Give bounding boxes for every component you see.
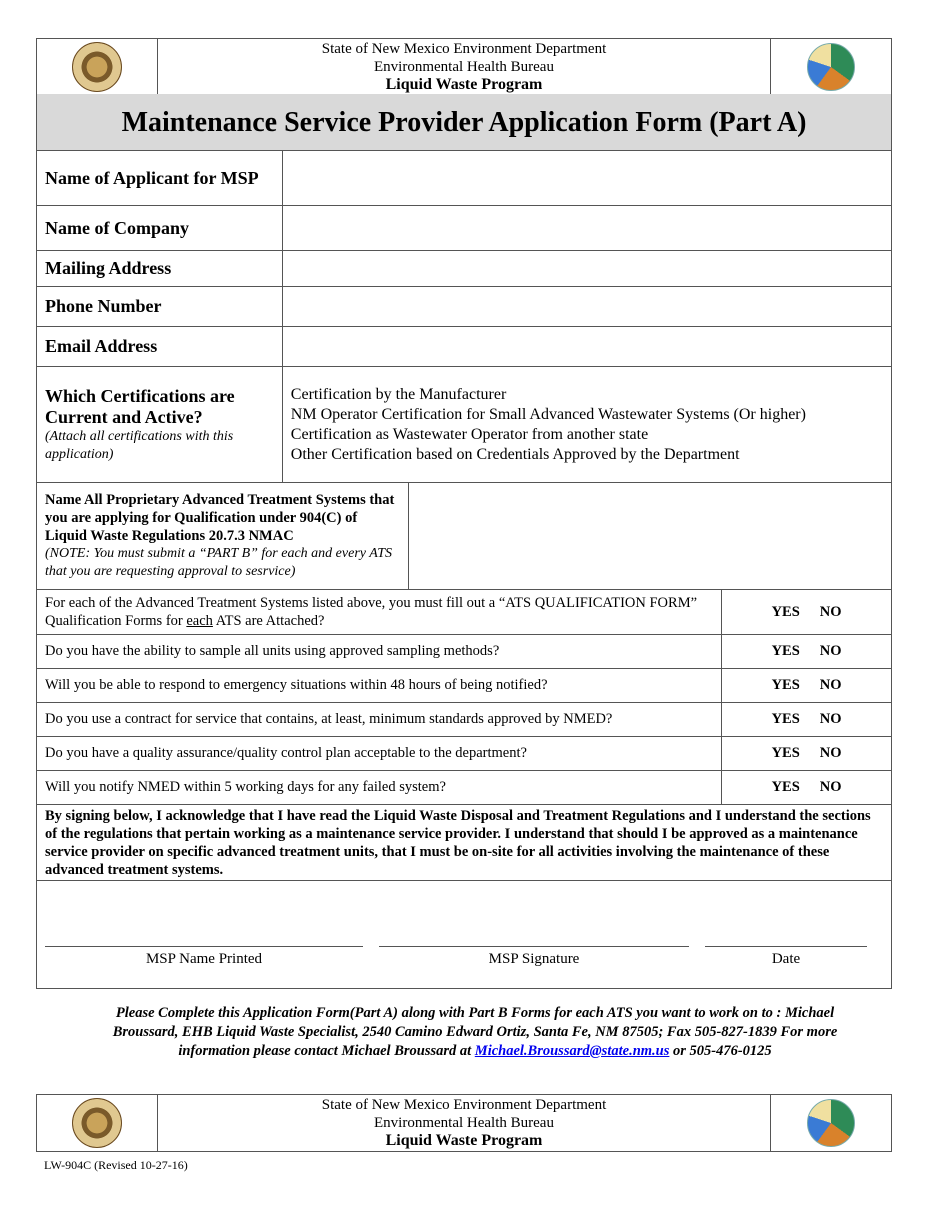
email-address-label: Email Address xyxy=(37,327,283,367)
signature-area xyxy=(37,881,892,989)
page-footer-header xyxy=(36,1094,892,1152)
question-sampling: Do you have the ability to sample all units using approved sampling methods? xyxy=(37,635,722,669)
proprietary-systems-input[interactable] xyxy=(408,483,891,590)
q1-text-underlined: each xyxy=(186,613,213,629)
q3-answer xyxy=(722,669,892,703)
new-mexico-environment-logo-icon xyxy=(807,1099,855,1147)
name-printed-label: MSP Name Printed xyxy=(145,951,263,967)
cert-option-other-credentials[interactable]: Other Certification based on Credentials Approved by the Department xyxy=(290,445,740,463)
header-line3: Liquid Waste Program xyxy=(385,75,543,93)
footer-header-line3: Liquid Waste Program xyxy=(385,1132,543,1149)
q1-text-part1: For each of the Advanced Treatment Systems listed above, you must fill out a “ATS QUALIFICATION FORM” Qualification Forms for xyxy=(45,595,698,629)
proprietary-label-cell xyxy=(37,483,409,590)
footer-header-line2: Environmental Health Bureau xyxy=(374,1115,554,1131)
q2-answer xyxy=(722,635,892,669)
footer-header-text xyxy=(158,1095,771,1151)
phone-number-label: Phone Number xyxy=(37,287,283,327)
q1-answer xyxy=(722,590,892,635)
q1-yes[interactable]: YES xyxy=(771,603,800,620)
certifications-label-cell xyxy=(37,367,283,483)
q5-answer xyxy=(722,737,892,771)
name-printed-line[interactable] xyxy=(45,946,363,947)
certifications-label-line1: Which Certifications are xyxy=(45,385,235,406)
q4-no[interactable]: NO xyxy=(819,711,842,727)
application-form xyxy=(36,150,892,989)
q2-yes[interactable]: YES xyxy=(771,643,800,659)
form-number: LW-904C (Revised 10-27-16) xyxy=(44,1158,188,1172)
right-logo-cell xyxy=(771,39,891,94)
question-qa-qc: Do you have a quality assurance/quality control plan acceptable to the department? xyxy=(37,737,722,771)
new-mexico-environment-logo-icon xyxy=(807,43,855,91)
email-address-input[interactable] xyxy=(282,327,891,367)
question-notify: Will you notify NMED within 5 working days for any failed system? xyxy=(37,771,722,805)
footnote-tail: or 505-476-0125 xyxy=(669,1043,772,1059)
certifications-note: (Attach all certifications with this application) xyxy=(45,428,234,462)
date-label: Date xyxy=(771,951,801,967)
certifications-options xyxy=(282,367,891,483)
cert-option-nm-operator[interactable]: NM Operator Certification for Small Advanced Wastewater Systems (Or higher) xyxy=(290,405,806,423)
q1-no[interactable]: NO xyxy=(819,603,842,620)
new-mexico-state-seal-icon xyxy=(72,1098,122,1148)
mailing-address-label: Mailing Address xyxy=(37,251,283,287)
q1-text-part2: ATS are Attached? xyxy=(212,613,325,629)
company-name-input[interactable] xyxy=(282,206,891,251)
footer-right-logo-cell xyxy=(771,1095,891,1151)
certifications-label-line2: Current and Active? xyxy=(45,406,203,427)
date-line[interactable] xyxy=(705,946,867,947)
phone-number-input[interactable] xyxy=(282,287,891,327)
q3-no[interactable]: NO xyxy=(819,677,842,693)
question-ats-forms xyxy=(37,590,722,635)
q5-yes[interactable]: YES xyxy=(771,745,800,761)
footnote-text: Please Complete this Application Form(Part A) along with Part B Forms for each ATS you want to work on to : Michael Broussard, EHB Liquid Waste Specialist, 2540 Camino Edward Ortiz, Santa Fe, NM 87505; Fax 505-827-1839 For more information please contact Michael Broussard at xyxy=(112,1005,838,1059)
cert-option-other-state[interactable]: Certification as Wastewater Operator from another state xyxy=(290,425,649,443)
page-header xyxy=(36,38,892,95)
cert-option-manufacturer[interactable]: Certification by the Manufacturer xyxy=(290,385,507,403)
q5-no[interactable]: NO xyxy=(819,745,842,761)
submission-instructions xyxy=(95,1004,855,1061)
q6-answer xyxy=(722,771,892,805)
q4-answer xyxy=(722,703,892,737)
question-contract: Do you use a contract for service that contains, at least, minimum standards approved by NMED? xyxy=(37,703,722,737)
header-line2: Environmental Health Bureau xyxy=(374,58,554,75)
company-name-label: Name of Company xyxy=(37,206,283,251)
footer-header-line1: State of New Mexico Environment Department xyxy=(321,1097,607,1113)
header-text xyxy=(158,39,771,94)
q6-no[interactable]: NO xyxy=(819,779,842,795)
question-emergency: Will you be able to respond to emergency situations within 48 hours of being notified? xyxy=(37,669,722,703)
page-title: Maintenance Service Provider Application Form (Part A) xyxy=(36,94,892,151)
applicant-name-input[interactable] xyxy=(282,151,891,206)
header-line1: State of New Mexico Environment Department xyxy=(321,40,607,57)
proprietary-note: (NOTE: You must submit a “PART B” for each and every ATS that you are requesting approval to sesrvice) xyxy=(45,546,393,579)
new-mexico-state-seal-icon xyxy=(72,42,122,92)
q3-yes[interactable]: YES xyxy=(771,677,800,693)
contact-email-link[interactable]: Michael.Broussard@state.nm.us xyxy=(474,1043,670,1059)
applicant-name-label: Name of Applicant for MSP xyxy=(37,151,283,206)
proprietary-label: Name All Proprietary Advanced Treatment Systems that you are applying for Qualification under 904(C) of Liquid Waste Regulations 20.7.3 NMAC xyxy=(45,492,395,544)
signature-line[interactable] xyxy=(379,946,689,947)
mailing-address-input[interactable] xyxy=(282,251,891,287)
q6-yes[interactable]: YES xyxy=(771,779,800,795)
acknowledgement: By signing below, I acknowledge that I have read the Liquid Waste Disposal and Treatment Regulations and I understand the sections of the regulations that pertain working as a maintenance service provider. I understand that should I be approved as a maintenance service provider on specific advanced treatment units, that I must be on-site for all activities involving the maintenance of these advanced treatment systems. xyxy=(37,805,892,881)
signature-label: MSP Signature xyxy=(488,951,580,967)
footer-left-logo-cell xyxy=(37,1095,158,1151)
q2-no[interactable]: NO xyxy=(819,643,842,659)
left-logo-cell xyxy=(37,39,158,94)
q4-yes[interactable]: YES xyxy=(771,711,800,727)
